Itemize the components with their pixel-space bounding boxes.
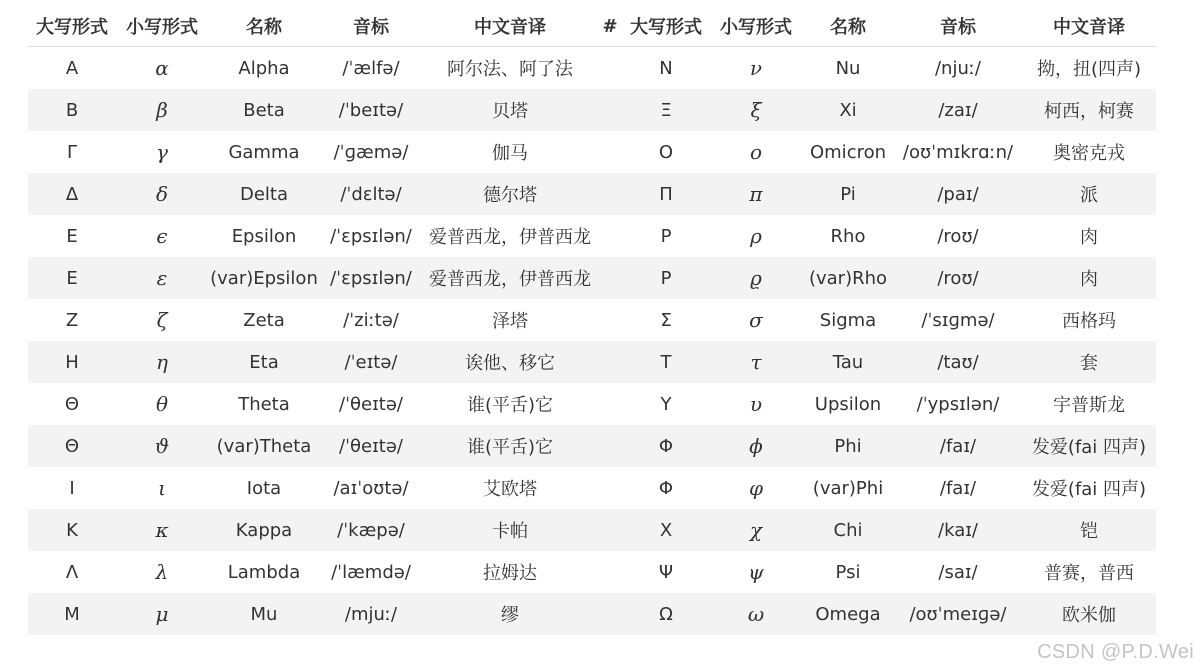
letter-name-left: Eta: [208, 341, 320, 383]
letter-name-right: Psi: [835, 561, 861, 583]
pronunciation-left: /aɪˈoʊtə/: [333, 477, 409, 499]
chinese-transliteration-left: 伽马: [492, 143, 528, 164]
table-row: [28, 47, 1156, 90]
table-row: [28, 215, 1156, 257]
pronunciation-left: /ˈdɛltə/: [320, 173, 422, 215]
letter-name-right: (var)Phi: [812, 477, 884, 499]
upper-case-letter-left: E: [66, 225, 78, 247]
lower-case-letter-right: σ: [749, 308, 763, 332]
greek-alphabet-table-wrapper: [28, 6, 1156, 635]
chinese-transliteration-right: 欧米伽: [1022, 593, 1156, 635]
header-lower-left: 小写形式: [116, 6, 208, 47]
pronunciation-right: /oʊˈmeɪɡə/: [894, 593, 1022, 635]
letter-name-left: Kappa: [208, 509, 320, 551]
lower-case-letter-left: θ: [155, 392, 169, 416]
pronunciation-left: /ˈziːtə/: [343, 309, 399, 331]
table-row: [28, 341, 1156, 383]
pronunciation-right: /roʊ/: [894, 257, 1022, 299]
chinese-transliteration-left: 爱普西龙，伊普西龙: [422, 257, 598, 299]
upper-case-letter-left: Z: [65, 309, 79, 331]
chinese-transliteration-left: 诶他、移它: [422, 341, 598, 383]
chinese-transliteration-left: 爱普西龙，伊普西龙: [429, 227, 591, 248]
letter-name-right: Sigma: [819, 309, 877, 331]
lower-case-letter-left: γ: [156, 140, 168, 164]
letter-name-left: (var)Epsilon: [208, 257, 320, 299]
letter-name-right: Omicron: [809, 141, 887, 163]
separator-cell: [598, 47, 622, 90]
separator-cell: [598, 383, 622, 425]
header-separator: #: [598, 6, 622, 47]
letter-name-right: Nu: [835, 57, 861, 79]
pronunciation-left: /mjuː/: [320, 593, 422, 635]
pronunciation-left: /ˈɡæmə/: [333, 141, 409, 163]
table-row: [28, 257, 1156, 299]
lower-case-letter-left: ϵ: [156, 224, 168, 248]
pronunciation-right: /zaɪ/: [894, 89, 1022, 131]
lower-case-letter-left: ε: [116, 257, 208, 299]
pronunciation-right: /ˈypsɪlən/: [916, 393, 1000, 415]
pronunciation-left: /ˈbeɪtə/: [320, 89, 422, 131]
letter-name-left: Lambda: [227, 561, 301, 583]
table-row: [28, 467, 1156, 509]
letter-name-right: Chi: [802, 509, 894, 551]
lower-case-letter-right: ο: [749, 140, 763, 164]
separator-cell: [598, 509, 622, 551]
lower-case-letter-left: α: [155, 56, 169, 80]
letter-name-left: Alpha: [238, 57, 290, 79]
chinese-transliteration-right: 派: [1022, 173, 1156, 215]
upper-case-letter-right: Ω: [622, 593, 710, 635]
chinese-transliteration-right: 肉: [1080, 227, 1098, 248]
pronunciation-left: /ˈɛpsɪlən/: [320, 257, 422, 299]
upper-case-letter-left: Θ: [28, 425, 116, 467]
letter-name-right: Xi: [802, 89, 894, 131]
upper-case-letter-right: Σ: [660, 309, 672, 331]
upper-case-letter-right: O: [658, 141, 674, 163]
upper-case-letter-right: Y: [660, 393, 672, 415]
lower-case-letter-left: κ: [116, 509, 208, 551]
greek-alphabet-table: [28, 6, 1156, 635]
chinese-transliteration-left: 贝塔: [422, 89, 598, 131]
upper-case-letter-left: Λ: [65, 561, 79, 583]
upper-case-letter-left: E: [28, 257, 116, 299]
lower-case-letter-right: ξ: [710, 89, 802, 131]
pronunciation-right: /saɪ/: [938, 561, 978, 583]
lower-case-letter-right: π: [710, 173, 802, 215]
lower-case-letter-right: χ: [710, 509, 802, 551]
table-row: [28, 593, 1156, 635]
chinese-transliteration-left: 卡帕: [422, 509, 598, 551]
letter-name-right: Tau: [802, 341, 894, 383]
pronunciation-right: /roʊ/: [937, 225, 979, 247]
upper-case-letter-right: Φ: [622, 425, 710, 467]
upper-case-letter-left: Θ: [64, 393, 80, 415]
lower-case-letter-right: ρ: [750, 224, 762, 248]
letter-name-left: Delta: [208, 173, 320, 215]
chinese-transliteration-right: 发爱(fai 四声): [1031, 479, 1147, 500]
lower-case-letter-right: υ: [749, 392, 763, 416]
upper-case-letter-right: P: [660, 225, 672, 247]
lower-case-letter-left: ι: [158, 476, 166, 500]
separator-cell: [598, 341, 622, 383]
header-ipa-left: 音标: [320, 6, 422, 47]
chinese-transliteration-right: 拗，扭(四声): [1036, 59, 1142, 80]
lower-case-letter-right: ν: [749, 56, 763, 80]
chinese-transliteration-left: 阿尔法、阿了法: [447, 59, 573, 80]
upper-case-letter-left: K: [28, 509, 116, 551]
lower-case-letter-right: τ: [710, 341, 802, 383]
chinese-transliteration-left: 谁(平舌)它: [466, 395, 554, 416]
upper-case-letter-right: Φ: [658, 477, 674, 499]
pronunciation-right: /taʊ/: [894, 341, 1022, 383]
letter-name-left: Theta: [238, 393, 290, 415]
upper-case-letter-left: Δ: [28, 173, 116, 215]
lower-case-letter-right: φ: [748, 476, 763, 500]
table-row: [28, 173, 1156, 215]
lower-case-letter-left: ϑ: [116, 425, 208, 467]
letter-name-left: Gamma: [228, 141, 300, 163]
chinese-transliteration-right: 柯西，柯赛: [1022, 89, 1156, 131]
lower-case-letter-right: ϕ: [710, 425, 802, 467]
pronunciation-left: /ˈθeɪtə/: [320, 425, 422, 467]
upper-case-letter-left: A: [65, 57, 79, 79]
table-row: [28, 299, 1156, 341]
pronunciation-right: /ˈsɪɡmə/: [921, 309, 995, 331]
separator-cell: [598, 257, 622, 299]
pronunciation-left: /ˈælfə/: [342, 57, 400, 79]
pronunciation-right: /paɪ/: [894, 173, 1022, 215]
header-upper-left: 大写形式: [28, 6, 116, 47]
upper-case-letter-right: T: [622, 341, 710, 383]
lower-case-letter-left: λ: [155, 560, 169, 584]
chinese-transliteration-right: 套: [1022, 341, 1156, 383]
header-row: [28, 6, 1156, 47]
letter-name-left: Zeta: [243, 309, 285, 331]
lower-case-letter-left: η: [116, 341, 208, 383]
upper-case-letter-left: M: [28, 593, 116, 635]
watermark: CSDN @P.D.Wei: [1037, 641, 1194, 663]
table-body: [28, 47, 1156, 636]
header-name-left: 名称: [208, 6, 320, 47]
pronunciation-left: /ˈeɪtə/: [320, 341, 422, 383]
lower-case-letter-right: ϱ: [710, 257, 802, 299]
table-header: [28, 6, 1156, 47]
pronunciation-left: /ˈlæmdə/: [331, 561, 411, 583]
lower-case-letter-left: β: [116, 89, 208, 131]
letter-name-right: Pi: [802, 173, 894, 215]
chinese-transliteration-right: 铠: [1022, 509, 1156, 551]
letter-name-left: (var)Theta: [208, 425, 320, 467]
pronunciation-right: /oʊˈmɪkrɑːn/: [902, 141, 1014, 163]
pronunciation-right: /faɪ/: [894, 425, 1022, 467]
lower-case-letter-left: μ: [116, 593, 208, 635]
header-lower-right: 小写形式: [710, 6, 802, 47]
header-upper-right: 大写形式: [622, 6, 710, 47]
letter-name-left: Mu: [208, 593, 320, 635]
table-row: [28, 551, 1156, 593]
letter-name-right: Omega: [802, 593, 894, 635]
table-row: [28, 89, 1156, 131]
lower-case-letter-left: δ: [116, 173, 208, 215]
chinese-transliteration-left: 泽塔: [492, 311, 528, 332]
separator-cell: [598, 467, 622, 509]
chinese-transliteration-right: 发爱(fai 四声): [1022, 425, 1156, 467]
lower-case-letter-right: ω: [710, 593, 802, 635]
letter-name-left: Beta: [208, 89, 320, 131]
upper-case-letter-right: X: [622, 509, 710, 551]
separator-cell: [598, 299, 622, 341]
pronunciation-left: /ˈɛpsɪlən/: [330, 225, 412, 247]
separator-cell: [598, 131, 622, 173]
letter-name-right: Upsilon: [814, 393, 882, 415]
upper-case-letter-right: Ψ: [658, 561, 674, 583]
chinese-transliteration-right: 宇普斯龙: [1053, 395, 1125, 416]
letter-name-left: Iota: [246, 477, 282, 499]
separator-cell: [598, 551, 622, 593]
upper-case-letter-left: Γ: [66, 141, 78, 163]
letter-name-right: Rho: [830, 225, 866, 247]
pronunciation-left: /ˈθeɪtə/: [339, 393, 403, 415]
separator-cell: [598, 89, 622, 131]
pronunciation-right: /kaɪ/: [894, 509, 1022, 551]
upper-case-letter-right: N: [659, 57, 673, 79]
lower-case-letter-left: ζ: [156, 308, 168, 332]
chinese-transliteration-right: 奥密克戎: [1053, 143, 1125, 164]
upper-case-letter-left: H: [28, 341, 116, 383]
table-row: [28, 383, 1156, 425]
chinese-transliteration-right: 肉: [1022, 257, 1156, 299]
chinese-transliteration-left: 拉姆达: [483, 563, 537, 584]
chinese-transliteration-left: 谁(平舌)它: [422, 425, 598, 467]
letter-name-left: Epsilon: [231, 225, 297, 247]
upper-case-letter-right: Π: [622, 173, 710, 215]
upper-case-letter-right: Ξ: [622, 89, 710, 131]
lower-case-letter-right: ψ: [748, 560, 764, 584]
header-name-right: 名称: [802, 6, 894, 47]
upper-case-letter-left: I: [69, 477, 75, 499]
separator-cell: [598, 173, 622, 215]
chinese-transliteration-left: 德尔塔: [422, 173, 598, 215]
chinese-transliteration-right: 普赛，普西: [1044, 563, 1134, 584]
chinese-transliteration-left: 缪: [422, 593, 598, 635]
upper-case-letter-right: P: [622, 257, 710, 299]
table-row: [28, 131, 1156, 173]
table-row: [28, 509, 1156, 551]
pronunciation-right: /faɪ/: [939, 477, 977, 499]
header-ipa-right: 音标: [894, 6, 1022, 47]
table-row: [28, 425, 1156, 467]
separator-cell: [598, 593, 622, 635]
pronunciation-left: /ˈkæpə/: [320, 509, 422, 551]
letter-name-right: (var)Rho: [802, 257, 894, 299]
upper-case-letter-left: B: [28, 89, 116, 131]
chinese-transliteration-right: 西格玛: [1062, 311, 1116, 332]
header-cn-left: 中文音译: [422, 6, 598, 47]
pronunciation-right: /njuː/: [934, 57, 981, 79]
separator-cell: [598, 215, 622, 257]
separator-cell: [598, 425, 622, 467]
letter-name-right: Phi: [802, 425, 894, 467]
chinese-transliteration-left: 艾欧塔: [483, 479, 537, 500]
header-cn-right: 中文音译: [1022, 6, 1156, 47]
